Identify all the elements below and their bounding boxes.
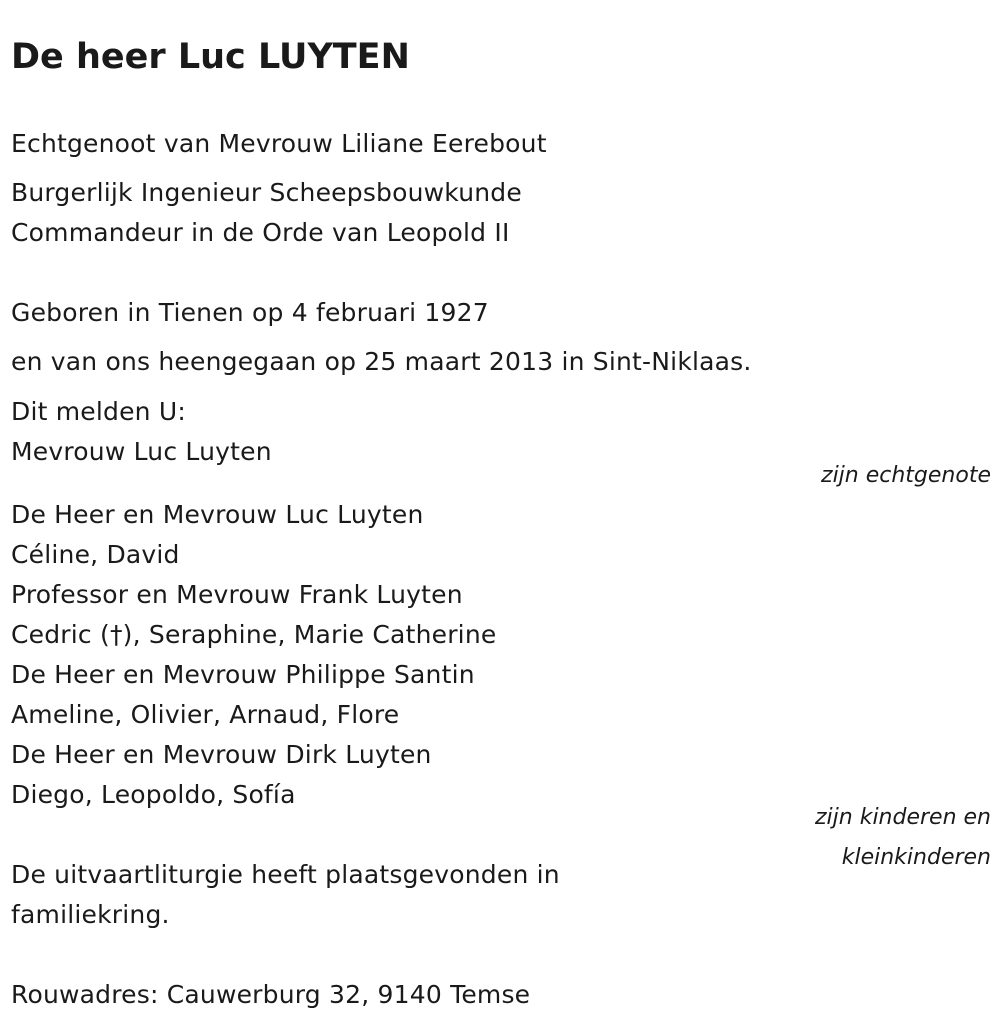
family-role-line-2: kleinkinderen <box>841 845 991 870</box>
spouse-line: Echtgenoot van Mevrouw Liliane Eerebout <box>11 129 547 158</box>
announce-lead: Dit melden U: <box>11 397 186 426</box>
family-line-1: De Heer en Mevrouw Luc Luyten <box>11 500 424 529</box>
family-line-2: Céline, David <box>11 540 180 569</box>
honor-line: Commandeur in de Orde van Leopold II <box>11 218 510 247</box>
funeral-line-1: De uitvaartliturgie heeft plaatsgevonden in <box>11 860 560 889</box>
family-line-6: Ameline, Olivier, Arnaud, Flore <box>11 700 400 729</box>
spouse-role: zijn echtgenote <box>821 463 991 488</box>
family-line-5: De Heer en Mevrouw Philippe Santin <box>11 660 475 689</box>
born-line: Geboren in Tienen op 4 februari 1927 <box>11 298 489 327</box>
announce-spouse: Mevrouw Luc Luyten <box>11 437 272 466</box>
family-line-4: Cedric (†), Seraphine, Marie Catherine <box>11 620 497 649</box>
family-line-7: De Heer en Mevrouw Dirk Luyten <box>11 740 432 769</box>
obituary-title: De heer Luc LUYTEN <box>11 37 410 77</box>
died-line: en van ons heengegaan op 25 maart 2013 in Sint-Niklaas. <box>11 347 752 376</box>
funeral-line-2: familiekring. <box>11 900 170 929</box>
family-role-line-1: zijn kinderen en <box>815 805 991 830</box>
profession-line: Burgerlijk Ingenieur Scheepsbouwkunde <box>11 178 522 207</box>
family-line-3: Professor en Mevrouw Frank Luyten <box>11 580 463 609</box>
family-line-8: Diego, Leopoldo, Sofía <box>11 780 296 809</box>
address-line: Rouwadres: Cauwerburg 32, 9140 Temse <box>11 980 531 1009</box>
